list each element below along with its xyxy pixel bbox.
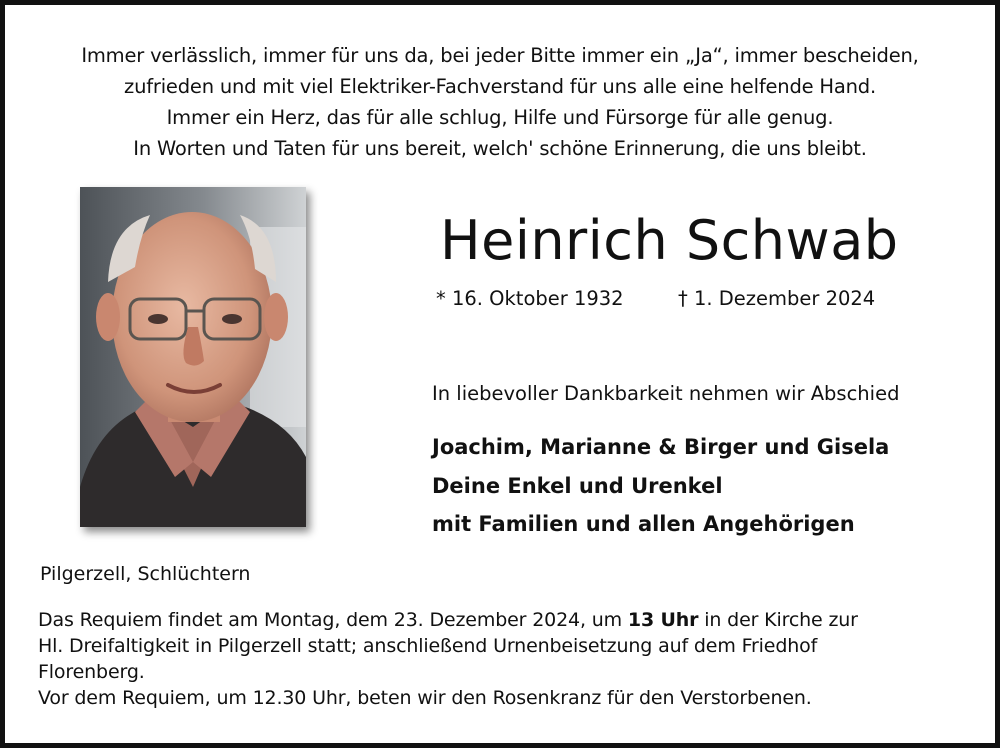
- place-name: Pilgerzell, Schlüchtern: [40, 563, 251, 585]
- notice-time: 13 Uhr: [627, 609, 699, 631]
- notice-line-2: Hl. Dreifaltigkeit in Pilgerzell statt; anschließend Urnenbeisetzung auf dem Friedhof: [38, 635, 818, 657]
- mourner-line: mit Familien und allen Angehörigen: [432, 512, 855, 536]
- poem-line: In Worten und Taten für uns bereit, welch' schöne Erinnerung, die uns bleibt.: [133, 137, 867, 160]
- service-notice: [38, 607, 968, 711]
- notice-line-4: Vor dem Requiem, um 12.30 Uhr, beten wir den Rosenkranz für den Verstorbenen.: [38, 687, 812, 709]
- deceased-name: Heinrich Schwab: [440, 209, 899, 272]
- poem-line: zufrieden und mit viel Elektriker-Fachverstand für uns alle eine helfende Hand.: [124, 75, 876, 98]
- mourners-list: [432, 428, 889, 544]
- birth-date: * 16. Oktober 1932: [436, 287, 624, 310]
- portrait-photo: [80, 187, 306, 527]
- portrait-illustration: [80, 187, 306, 527]
- poem-line: Immer ein Herz, das für alle schlug, Hilfe und Fürsorge für alle genug.: [166, 106, 834, 129]
- farewell-text: In liebevoller Dankbarkeit nehmen wir Abschied: [432, 382, 900, 405]
- notice-text: Das Requiem findet am Montag, dem 23. Dezember 2024, um: [38, 609, 622, 631]
- notice-line-3: Florenberg.: [38, 661, 145, 683]
- notice-text: in der Kirche zur: [704, 609, 858, 631]
- mourner-line: Deine Enkel und Urenkel: [432, 473, 723, 498]
- poem: [20, 40, 980, 164]
- notice-line-1: [38, 607, 968, 633]
- mourner-line: Joachim, Marianne & Birger und Gisela: [432, 435, 890, 459]
- poem-line: Immer verlässlich, immer für uns da, bei jeder Bitte immer ein „Ja“, immer bescheiden,: [81, 44, 919, 67]
- death-date: † 1. Dezember 2024: [678, 287, 876, 310]
